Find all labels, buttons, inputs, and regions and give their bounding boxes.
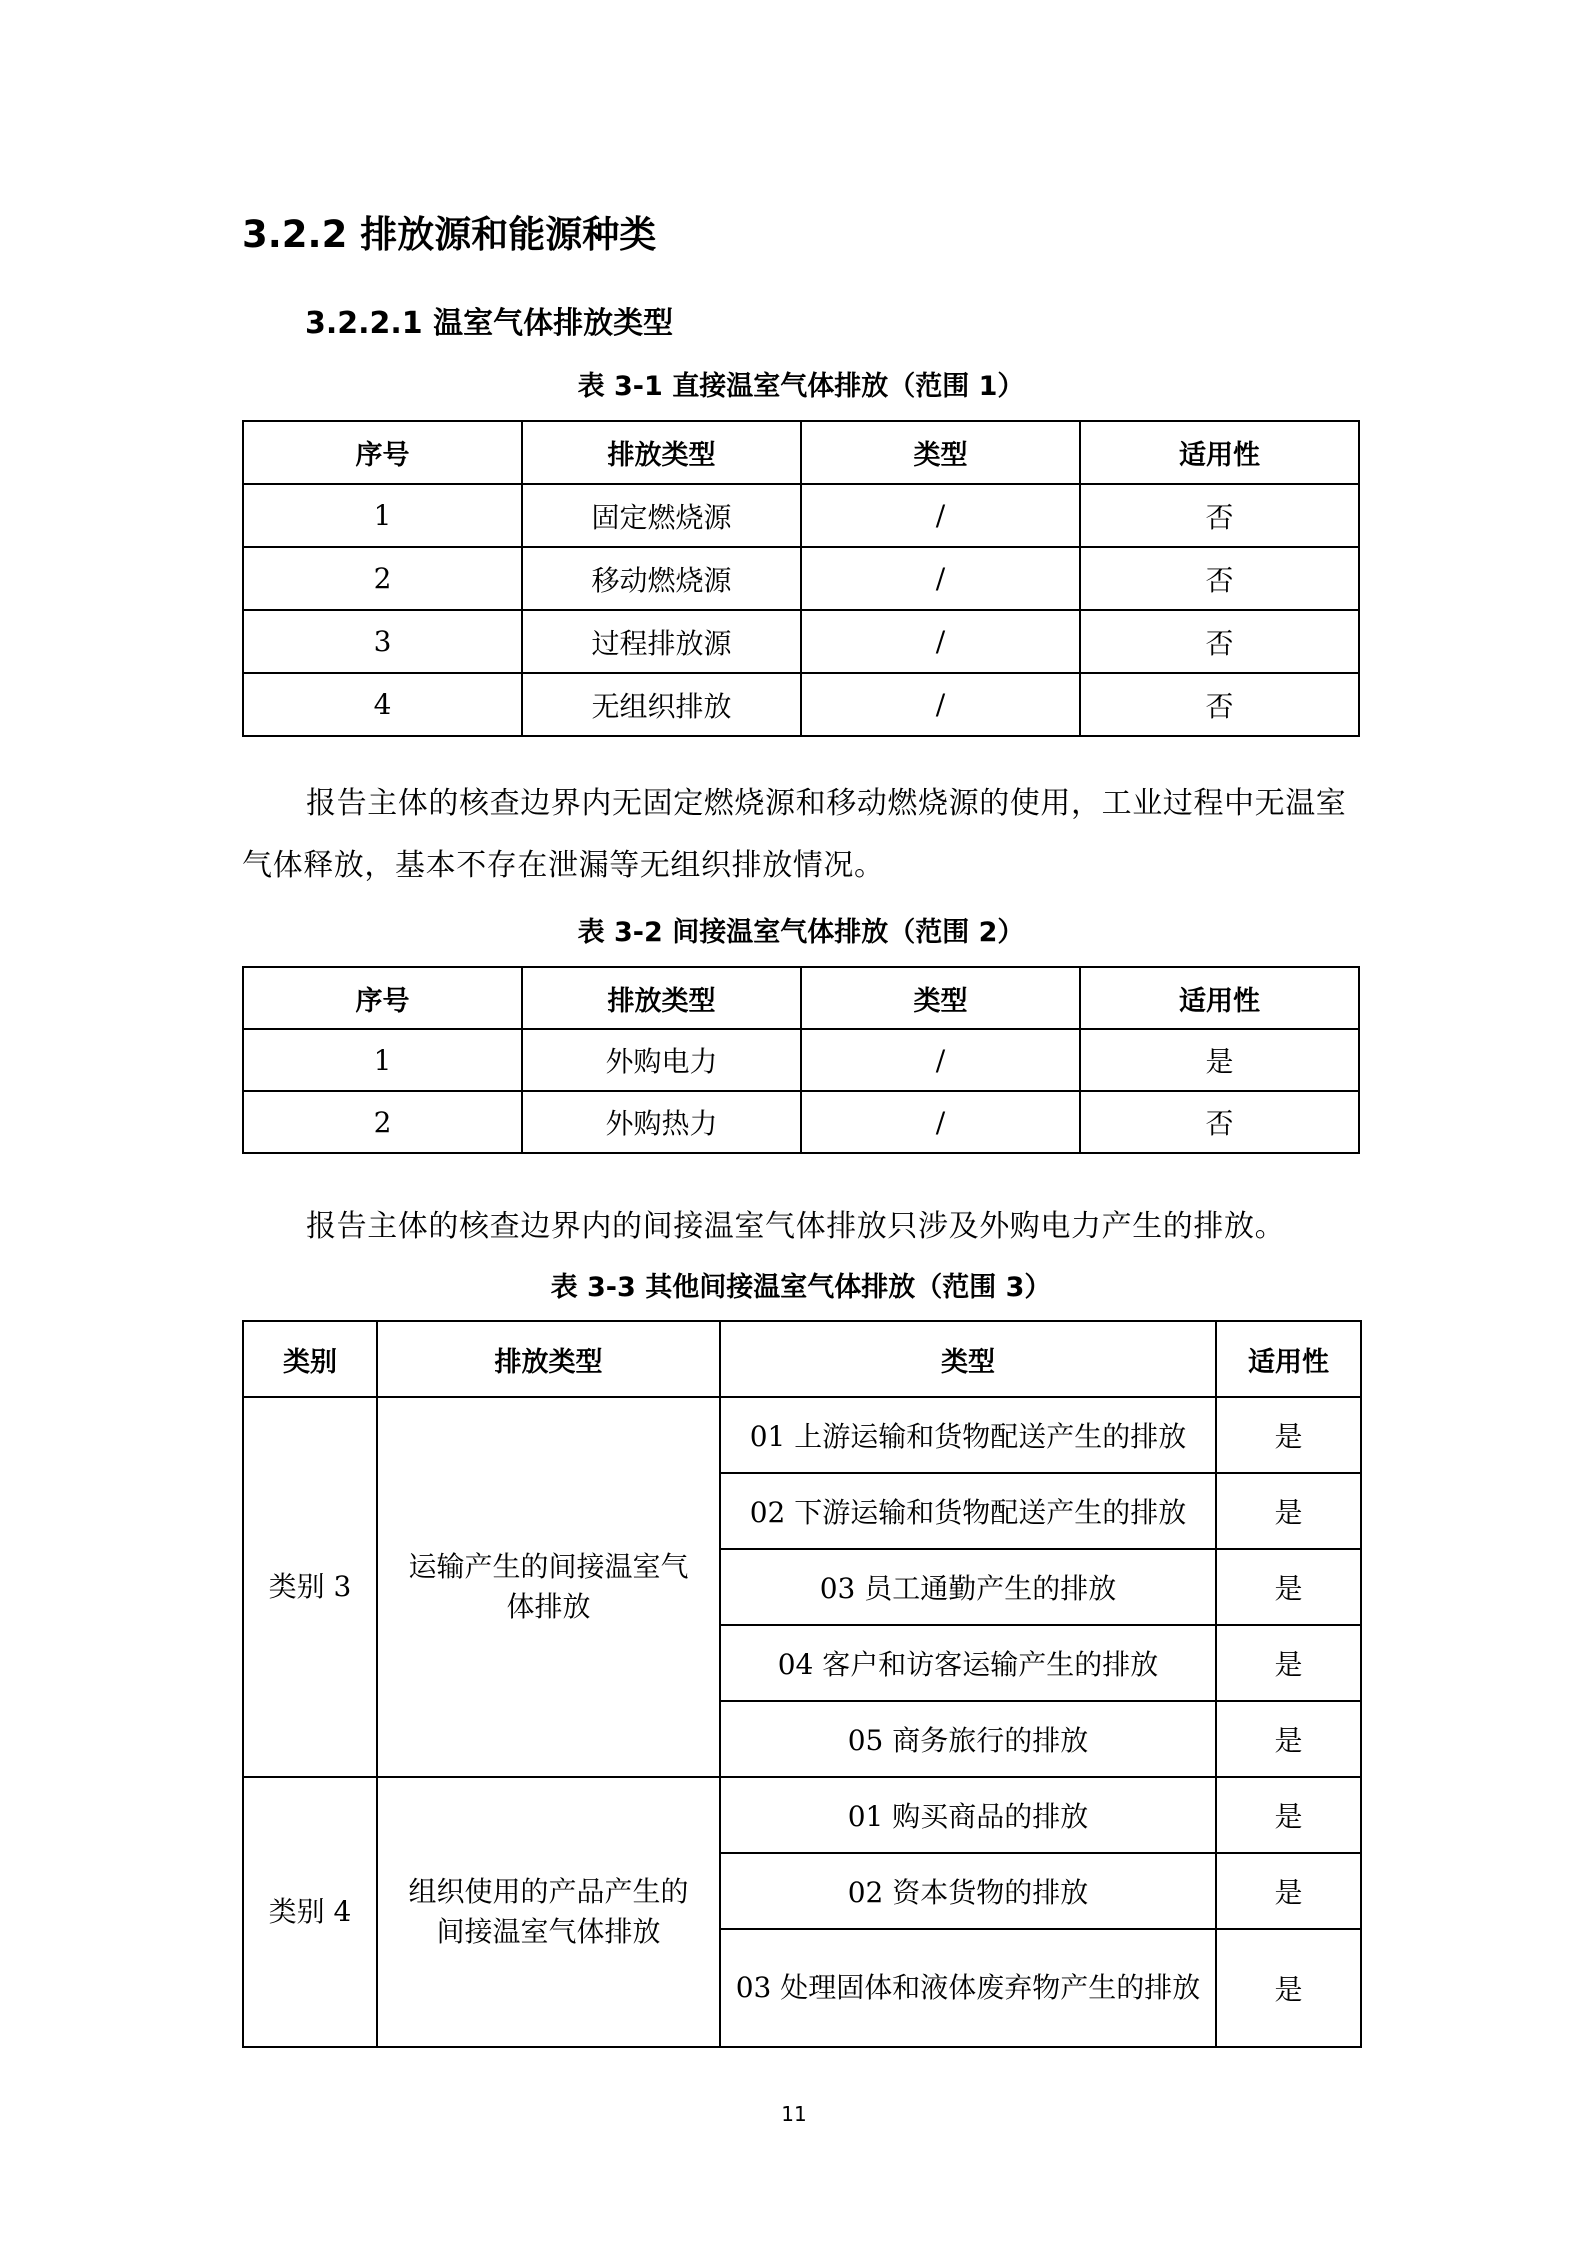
applicability-cell: 是 bbox=[1216, 1929, 1361, 2047]
table-cell: 否 bbox=[1080, 547, 1359, 610]
table-cell: 3 bbox=[243, 610, 522, 673]
column-header: 适用性 bbox=[1216, 1321, 1361, 1397]
column-header: 排放类型 bbox=[377, 1321, 720, 1397]
table-cell: 外购热力 bbox=[522, 1091, 801, 1153]
paragraph-text: 报告主体的核查边界内无固定燃烧源和移动燃烧源的使用，工业过程中无温室气体释放，基本不存在泄漏等无组织排放情况。 bbox=[242, 786, 1347, 883]
table-cell: 2 bbox=[243, 547, 522, 610]
table-cell: 否 bbox=[1080, 484, 1359, 547]
column-header: 类型 bbox=[801, 421, 1080, 484]
table-row bbox=[243, 1397, 1361, 1473]
table-cell: 外购电力 bbox=[522, 1029, 801, 1091]
table-cell: / bbox=[801, 610, 1080, 673]
table-cell: 否 bbox=[1080, 673, 1359, 736]
type-cell: 02 下游运输和货物配送产生的排放 bbox=[720, 1473, 1216, 1549]
type-cell: 03 处理固体和液体废弃物产生的排放 bbox=[720, 1929, 1216, 2047]
table-cell: 2 bbox=[243, 1091, 522, 1153]
paragraph-scope-1-explanation bbox=[242, 773, 1360, 897]
table-cell: / bbox=[801, 1091, 1080, 1153]
table-cell: / bbox=[801, 673, 1080, 736]
table-cell: 4 bbox=[243, 673, 522, 736]
column-header: 类型 bbox=[720, 1321, 1216, 1397]
table-row bbox=[243, 1091, 1359, 1153]
table-cell: / bbox=[801, 484, 1080, 547]
table-row bbox=[243, 673, 1359, 736]
table-cell: 移动燃烧源 bbox=[522, 547, 801, 610]
applicability-cell: 是 bbox=[1216, 1549, 1361, 1625]
type-cell: 05 商务旅行的排放 bbox=[720, 1701, 1216, 1777]
type-cell: 01 上游运输和货物配送产生的排放 bbox=[720, 1397, 1216, 1473]
column-header: 适用性 bbox=[1080, 967, 1359, 1029]
category-cell: 类别 4 bbox=[243, 1777, 377, 2047]
column-header: 适用性 bbox=[1080, 421, 1359, 484]
table-caption-3-2: 表 3-2 间接温室气体排放（范围 2） bbox=[577, 917, 1025, 948]
table-header-row bbox=[243, 421, 1359, 484]
table-cell: 过程排放源 bbox=[522, 610, 801, 673]
page-number: 11 bbox=[781, 2102, 807, 2126]
emission-type-cell: 组织使用的产品产生的间接温室气体排放 bbox=[377, 1777, 720, 2047]
type-cell: 02 资本货物的排放 bbox=[720, 1853, 1216, 1929]
paragraph-text: 报告主体的核查边界内的间接温室气体排放只涉及外购电力产生的排放。 bbox=[306, 1209, 1286, 1244]
column-header: 序号 bbox=[243, 421, 522, 484]
table-cell: 否 bbox=[1080, 610, 1359, 673]
table-header-row bbox=[243, 1321, 1361, 1397]
column-header: 序号 bbox=[243, 967, 522, 1029]
table-cell: 1 bbox=[243, 1029, 522, 1091]
column-header: 类型 bbox=[801, 967, 1080, 1029]
table-cell: 是 bbox=[1080, 1029, 1359, 1091]
table-row bbox=[243, 484, 1359, 547]
category-cell: 类别 3 bbox=[243, 1397, 377, 1777]
applicability-cell: 是 bbox=[1216, 1397, 1361, 1473]
table-row bbox=[243, 547, 1359, 610]
table-other-indirect-emissions bbox=[242, 1320, 1362, 2048]
applicability-cell: 是 bbox=[1216, 1701, 1361, 1777]
applicability-cell: 是 bbox=[1216, 1853, 1361, 1929]
section-heading-3-2-2: 3.2.2 排放源和能源种类 bbox=[242, 213, 657, 256]
column-header: 排放类型 bbox=[522, 421, 801, 484]
table-row bbox=[243, 1029, 1359, 1091]
section-heading-3-2-2-1: 3.2.2.1 温室气体排放类型 bbox=[305, 306, 674, 341]
table-cell: / bbox=[801, 1029, 1080, 1091]
table-caption-3-1: 表 3-1 直接温室气体排放（范围 1） bbox=[577, 371, 1025, 402]
table-indirect-emissions bbox=[242, 966, 1360, 1154]
applicability-cell: 是 bbox=[1216, 1473, 1361, 1549]
column-header: 类别 bbox=[243, 1321, 377, 1397]
table-cell: / bbox=[801, 547, 1080, 610]
table-cell: 1 bbox=[243, 484, 522, 547]
table-caption-3-3: 表 3-3 其他间接温室气体排放（范围 3） bbox=[550, 1272, 1052, 1303]
applicability-cell: 是 bbox=[1216, 1625, 1361, 1701]
type-cell: 01 购买商品的排放 bbox=[720, 1777, 1216, 1853]
table-row bbox=[243, 610, 1359, 673]
table-direct-emissions bbox=[242, 420, 1360, 737]
table-cell: 固定燃烧源 bbox=[522, 484, 801, 547]
type-cell: 04 客户和访客运输产生的排放 bbox=[720, 1625, 1216, 1701]
paragraph-scope-2-explanation bbox=[242, 1196, 1360, 1258]
type-cell: 03 员工通勤产生的排放 bbox=[720, 1549, 1216, 1625]
column-header: 排放类型 bbox=[522, 967, 801, 1029]
table-cell: 无组织排放 bbox=[522, 673, 801, 736]
table-cell: 否 bbox=[1080, 1091, 1359, 1153]
emission-type-cell: 运输产生的间接温室气体排放 bbox=[377, 1397, 720, 1777]
applicability-cell: 是 bbox=[1216, 1777, 1361, 1853]
table-header-row bbox=[243, 967, 1359, 1029]
table-row bbox=[243, 1777, 1361, 1853]
